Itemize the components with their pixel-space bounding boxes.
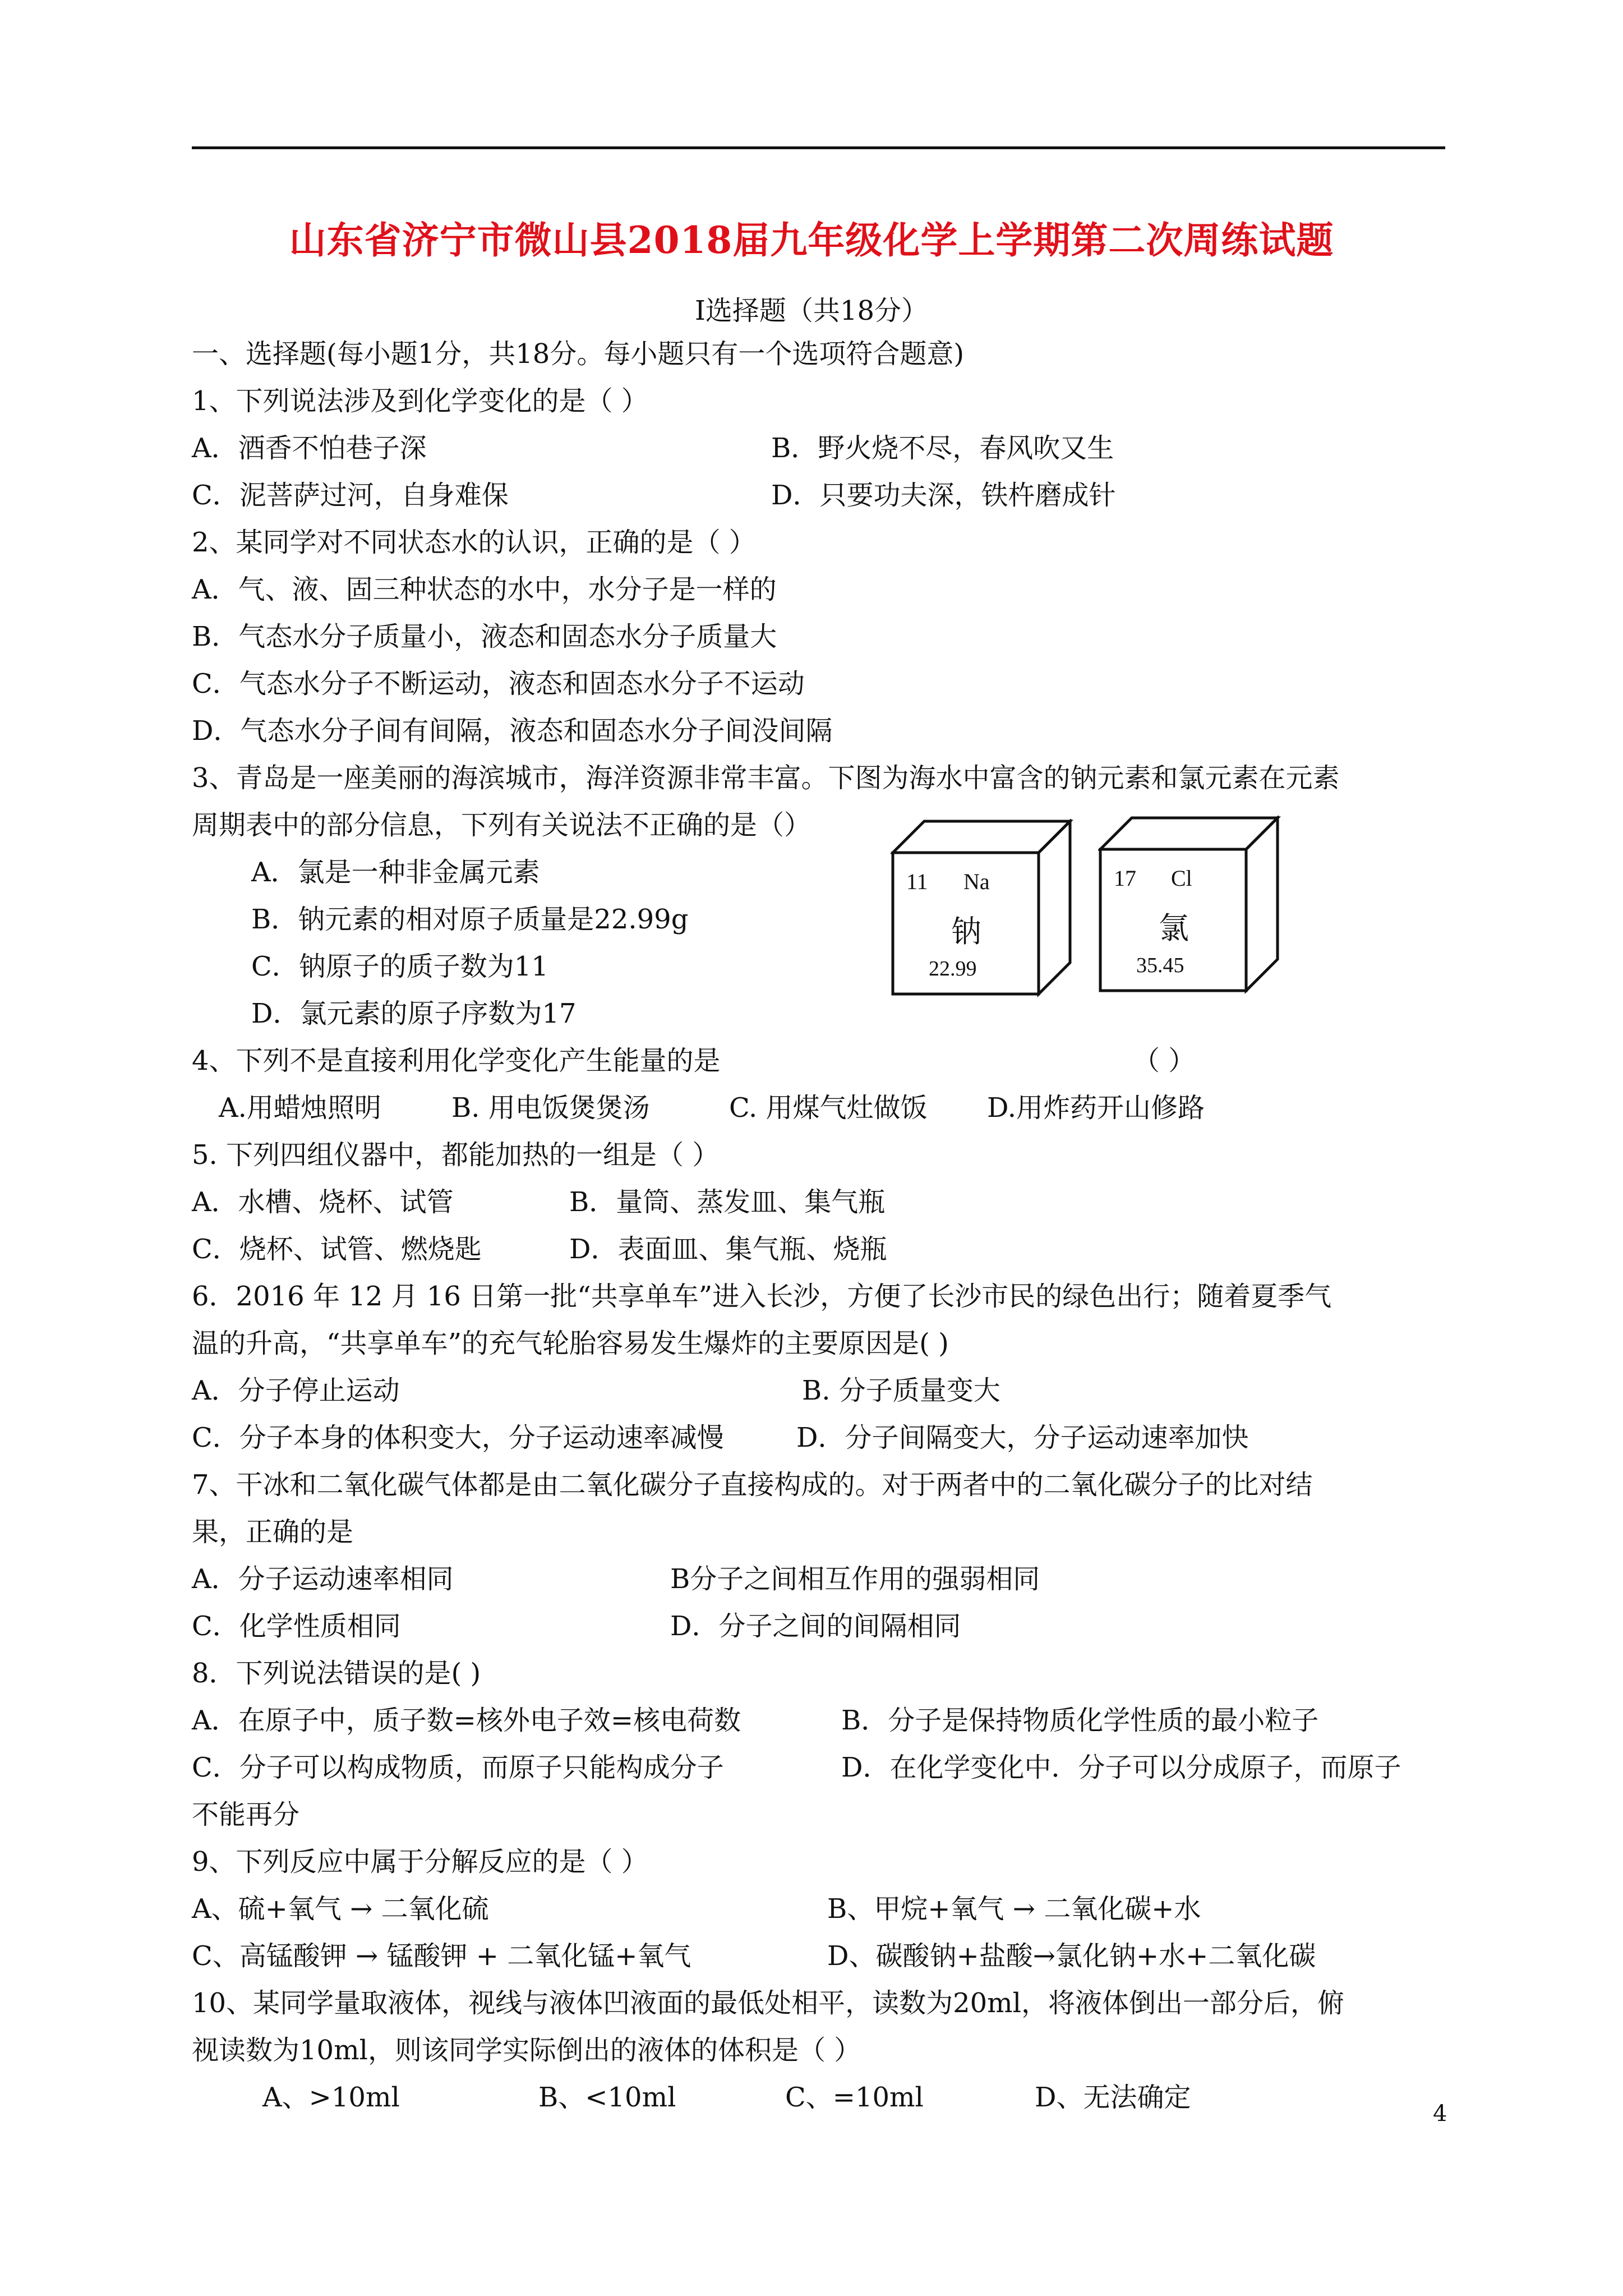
question-10-option-a: A、>10ml: [262, 2082, 400, 2113]
question-3-option-b: B．钠元素的相对原子质量是22.99g: [251, 904, 689, 935]
question-5-stem: 5. 下列四组仪器中，都能加热的一组是（ ）: [192, 1139, 720, 1171]
question-9-stem: 9、下列反应中属于分解反应的是（ ）: [192, 1846, 648, 1878]
question-5-option-b: B．量筒、蒸发皿、集气瓶: [569, 1186, 886, 1218]
question-3-option-c: C．钠原子的质子数为11: [251, 951, 548, 982]
question-7-option-b: B分子之间相互作用的强弱相同: [670, 1563, 1040, 1595]
question-2-option-b: B．气态水分子质量小，液态和固态水分子质量大: [192, 621, 777, 652]
question-7-stem-line1: 7、干冰和二氧化碳气体都是由二氧化碳分子直接构成的。对于两者中的二氧化碳分子的比对结: [192, 1469, 1313, 1501]
question-3-option-a: A．氯是一种非金属元素: [251, 857, 540, 888]
question-7-option-d: D．分子之间的间隔相同: [670, 1611, 961, 1642]
section-heading: Ⅰ选择题（共18分）: [694, 295, 929, 326]
question-9-option-c: C、高锰酸钾 → 锰酸钾 + 二氧化锰+氧气: [192, 1940, 691, 1972]
question-3-stem-line2: 周期表中的部分信息，下列有关说法不正确的是（）: [192, 809, 811, 841]
question-2-option-a: A．气、液、固三种状态的水中，水分子是一样的: [192, 574, 777, 605]
sodium-atomic-number: 11: [906, 869, 928, 894]
question-9-option-d: D、碳酸钠+盐酸→氯化钠+水+二氧化碳: [827, 1940, 1316, 1972]
sodium-atomic-mass: 22.99: [929, 957, 977, 981]
question-6-option-a: A．分子停止运动: [192, 1375, 400, 1406]
question-1-option-a: A．酒香不怕巷子深: [192, 432, 427, 464]
question-8-option-c: C．分子可以构成物质，而原子只能构成分子: [192, 1752, 724, 1783]
question-10-option-c: C、=10ml: [785, 2082, 924, 2113]
chlorine-atomic-number: 17: [1114, 866, 1136, 891]
header-rule: [192, 146, 1445, 149]
question-4-option-b: B. 用电饭煲煲汤: [451, 1092, 650, 1124]
question-6-option-b: B. 分子质量变大: [802, 1375, 1000, 1406]
question-6-stem-line2: 温的升高，“共享单车”的充气轮胎容易发生爆炸的主要原因是( ): [192, 1328, 949, 1359]
element-card-chlorine-outline: [1098, 816, 1300, 995]
element-card-chlorine: [1098, 816, 1300, 995]
question-5-option-d: D．表面皿、集气瓶、烧瓶: [569, 1234, 887, 1265]
sodium-name: 钠: [951, 914, 981, 949]
question-3-stem-line1: 3、青岛是一座美丽的海滨城市，海洋资源非常丰富。下图为海水中富含的钠元素和氯元素在元素: [192, 762, 1340, 794]
question-6-stem-line1: 6．2016 年 12 月 16 日第一批“共享单车”进入长沙，方便了长沙市民的绿色出行；随着夏季气: [192, 1281, 1332, 1312]
question-5-option-a: A．水槽、烧杯、试管: [192, 1186, 454, 1218]
question-10-stem-line2: 视读数为10ml，则该同学实际倒出的液体的体积是（ ）: [192, 2035, 861, 2066]
question-10-stem-line1: 10、某同学量取液体，视线与液体凹液面的最低处相平，读数为20ml，将液体倒出一部分后，俯: [192, 1987, 1345, 2019]
sodium-symbol: Na: [963, 869, 990, 894]
question-1-stem: 1、下列说法涉及到化学变化的是（ ）: [192, 385, 648, 417]
element-card-sodium: [891, 819, 1092, 999]
element-card-sodium-outline: [891, 819, 1092, 999]
question-7-option-c: C．化学性质相同: [192, 1611, 401, 1642]
question-1-option-b: B．野火烧不尽，春风吹又生: [771, 432, 1114, 464]
question-7-stem-line2: 果，正确的是: [192, 1516, 354, 1548]
question-4-answer-paren: （ ）: [1133, 1045, 1196, 1076]
question-9-option-b: B、甲烷+氧气 → 二氧化碳+水: [827, 1893, 1201, 1925]
question-1-option-c: C．泥菩萨过河，自身难保: [192, 480, 509, 511]
page-title: 山东省济宁市微山县2018届九年级化学上学期第二次周练试题: [289, 218, 1334, 262]
question-10-option-d: D、无法确定: [1035, 2082, 1191, 2113]
question-2-stem: 2、某同学对不同状态水的认识，正确的是（ ）: [192, 527, 756, 558]
question-6-option-c: C．分子本身的体积变大，分子运动速率减慢: [192, 1422, 724, 1453]
question-8-stem: 8．下列说法错误的是( ): [192, 1658, 481, 1689]
question-9-option-a: A、硫+氧气 → 二氧化硫: [192, 1893, 489, 1925]
chlorine-symbol: Cl: [1171, 866, 1192, 891]
question-4-option-a: A.用蜡烛照明: [219, 1092, 381, 1124]
chlorine-name: 氯: [1159, 910, 1189, 946]
question-8-option-b: B．分子是保持物质化学性质的最小粒子: [841, 1705, 1319, 1736]
page-number: 4: [1433, 2101, 1447, 2127]
question-4-option-d: D.用炸药开山修路: [987, 1092, 1205, 1124]
question-4-stem: 4、下列不是直接利用化学变化产生能量的是: [192, 1045, 721, 1076]
question-10-option-b: B、<10ml: [538, 2082, 676, 2113]
question-6-option-d: D．分子间隔变大，分子运动速率加快: [796, 1422, 1249, 1453]
question-8-option-d-line1: D．在化学变化中．分子可以分成原子，而原子: [841, 1752, 1401, 1783]
chlorine-atomic-mass: 35.45: [1136, 954, 1184, 977]
question-8-option-d-line2: 不能再分: [192, 1799, 300, 1830]
question-5-option-c: C．烧杯、试管、燃烧匙: [192, 1234, 482, 1265]
question-2-option-c: C．气态水分子不断运动，液态和固态水分子不运动: [192, 668, 805, 700]
question-7-option-a: A．分子运动速率相同: [192, 1563, 454, 1595]
question-1-option-d: D．只要功夫深，铁杵磨成针: [771, 480, 1116, 511]
instructions: 一、选择题(每小题1分，共18分。每小题只有一个选项符合题意): [192, 338, 965, 370]
question-3-option-d: D．氯元素的原子序数为17: [251, 998, 577, 1029]
question-2-option-d: D．气态水分子间有间隔，液态和固态水分子间没间隔: [192, 715, 833, 747]
question-4-option-c: C. 用煤气灶做饭: [729, 1092, 928, 1124]
question-8-option-a: A．在原子中，质子数=核外电子效=核电荷数: [192, 1705, 741, 1736]
